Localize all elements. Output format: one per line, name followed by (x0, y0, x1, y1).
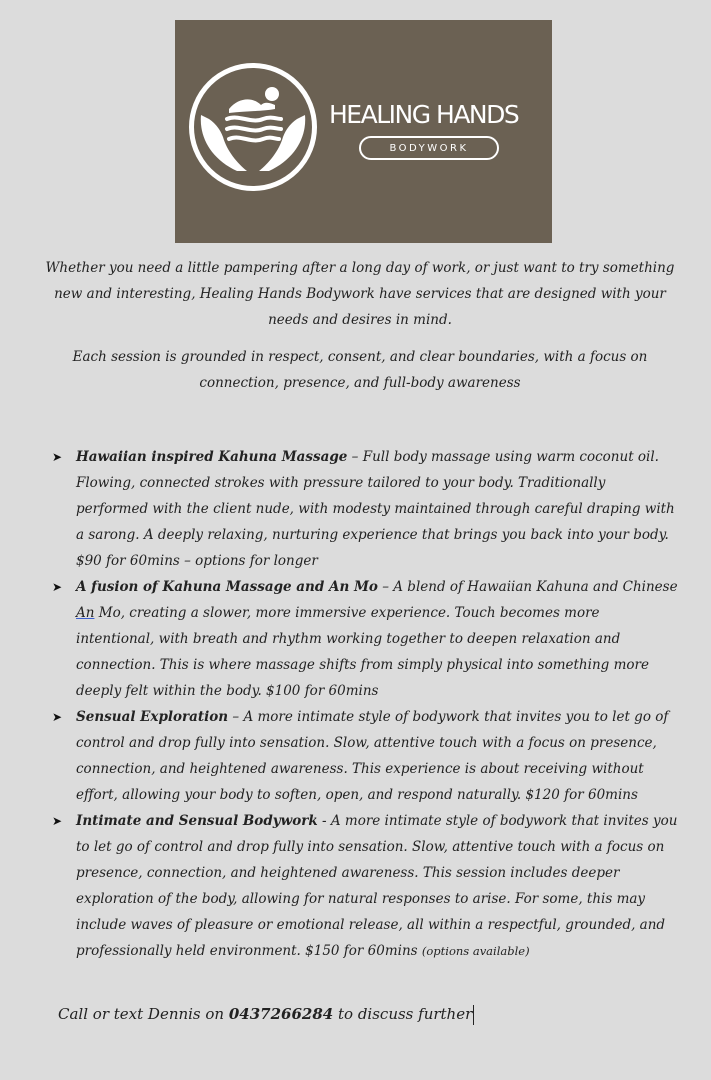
text-cursor (473, 1005, 474, 1025)
intro-paragraph: Whether you need a little pampering after a long day of work, or just want to try something new and interesting, Healing Hands Bodywork have services that are designed with your needs and desires in mind. (45, 260, 675, 328)
service-description: – A more intimate style of bodywork that invites you to let go of control and drop fully into sensation. Slow, attentive touch with a focus on presence, connection, and heightened awareness. This experience is about receiving without effort, allowing your body to soften, open, and respond naturally. $120 for 60mins (76, 709, 669, 803)
service-description: - A more intimate style of bodywork that invites you to let go of control and drop fully into sensation. Slow, attentive touch with a focus on presence, connection, and heightened awareness. This session includes deeper exploration of the body, allowing for natural responses to arise. For some, this may include waves of pleasure or emotional release, all within a respectful, grounded, and professionally held environment. $150 for 60mins (76, 813, 678, 959)
service-name: Intimate and Sensual Bodywork (76, 813, 318, 829)
services-list (48, 444, 678, 964)
service-name: A fusion of Kahuna Massage and An Mo (76, 579, 378, 595)
brand-name: HEALING HANDS (329, 100, 519, 129)
list-item (48, 574, 678, 704)
contact-prefix: Call or text Dennis on (58, 1005, 229, 1023)
service-description: – Full body massage using warm coconut oil. Flowing, connected strokes with pressure tailored to your body. Traditionally performed with the client nude, with modesty maintained through careful draping with a sarong. A deeply relaxing, nurturing experience that brings you back into your body. $90 for 60mins – options for longer (76, 449, 675, 569)
service-description: – A blend of Hawaiian Kahuna and Chinese (377, 579, 678, 595)
service-name: Sensual Exploration (76, 709, 229, 725)
service-name: Hawaiian inspired Kahuna Massage (76, 449, 348, 465)
service-description-continued: Mo, creating a slower, more immersive experience. Touch becomes more intentional, with breath and rhythm working together to deepen relaxation and connection. This is where massage shifts from simply physical into something more deeply felt within the body. $100 for 60mins (76, 605, 649, 699)
list-item (48, 808, 678, 964)
list-item (48, 704, 678, 808)
phone-number[interactable]: 0437266284 (228, 1005, 334, 1023)
spellcheck-underlined-word: An (76, 605, 95, 621)
list-item (48, 444, 678, 574)
logo-banner (175, 20, 552, 243)
arrowhead-bullet-icon: ➤ (52, 450, 63, 464)
arrowhead-bullet-icon: ➤ (52, 710, 63, 724)
intro-paragraph-2: Each session is grounded in respect, consent, and clear boundaries, with a focus on connection, presence, and full-body awareness (72, 349, 648, 391)
hands-holding-body-icon (193, 67, 313, 187)
contact-suffix: to discuss further (333, 1005, 473, 1023)
contact-line (58, 1001, 678, 1027)
arrowhead-bullet-icon: ➤ (52, 814, 63, 828)
brand-subtitle-badge: BODYWORK (359, 136, 499, 160)
arrowhead-bullet-icon: ➤ (52, 580, 63, 594)
service-note: (options available) (421, 944, 530, 958)
